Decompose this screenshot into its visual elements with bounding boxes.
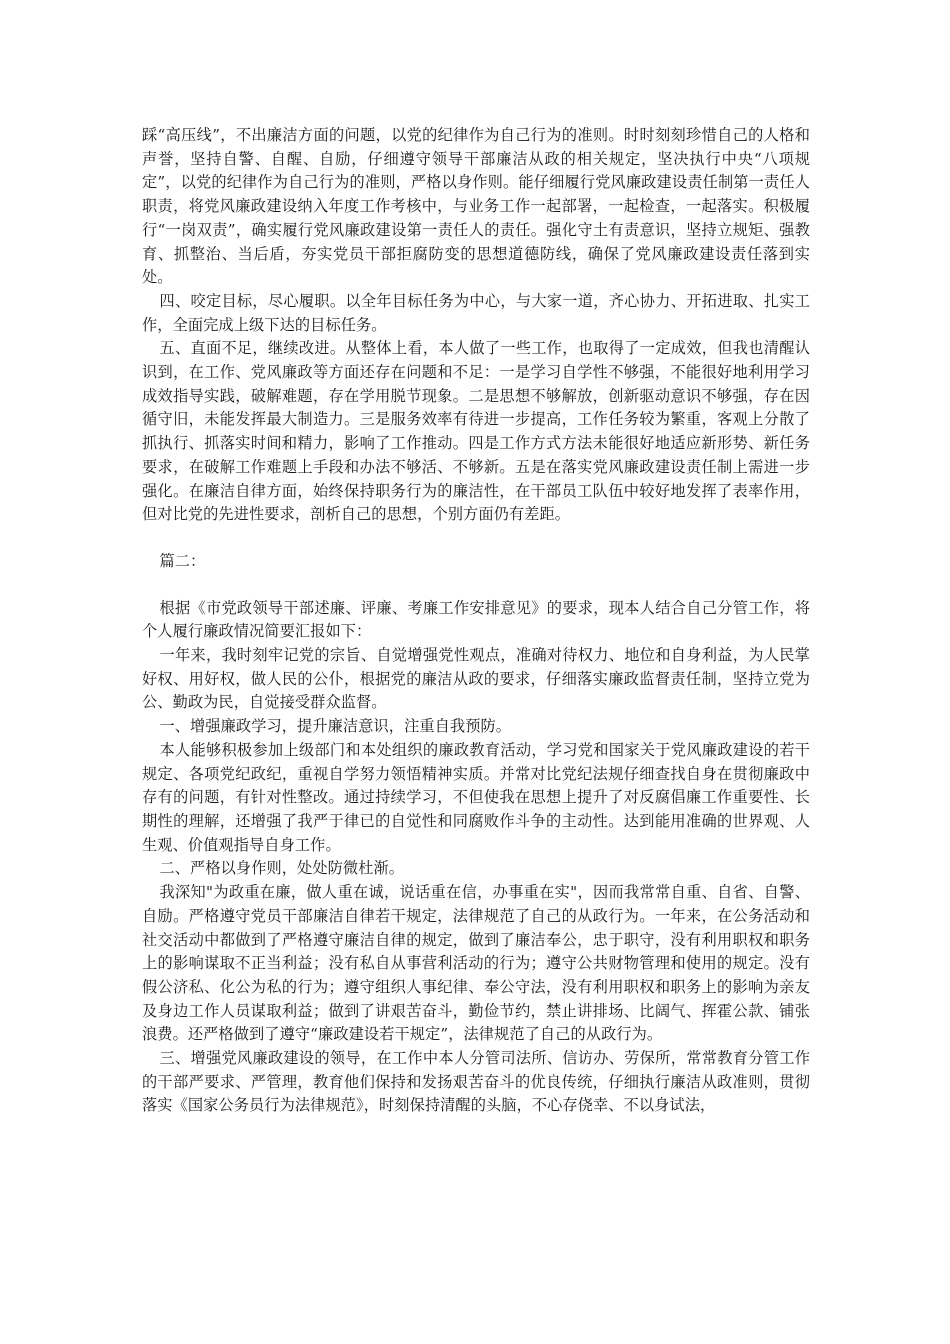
paragraph-3: 五、直面不足，继续改进。从整体上看，本人做了一些工作，也取得了一定成效，但我也清醒认识到，在工作、党风廉政等方面还存在问题和不足：一是学习自学性不够强，不能很好地利用学习成效指导实践，破解难题，存在学用脱节现象。二是思想不够解放，创新驱动意识不够强，存在因循守旧，未能发挥最大制造力。三是服务效率有待进一步提高，工作任务较为繁重，客观上分散了抓执行、抓落实时间和精力，影响了工作推动。四是工作方式方法未能很好地适应新形势、新任务要求，在破解工作难题上手段和办法不够活、不够新。五是在落实党风廉政建设责任制上需进一步强化。在廉洁自律方面，始终保持职务行为的廉洁性，在干部员工队伍中较好地发挥了表率作用，但对比党的先进性要求，剖析自己的思想，个别方面仍有差距。	[142, 339, 810, 524]
heading-two: 二、严格以身作则，处处防微杜渐。	[159, 859, 405, 878]
paragraph-1: 踩“高压线”，不出廉洁方面的问题，以党的纪律作为自己行为的准则。时时刻刻珍惜自己的人格和声誉，坚持自警、自醒、自励，仔细遵守领导干部廉洁从政的相关规定，坚决执行中央“八项规定”，以党的纪律作为自己行为的准则，严格以身作则。能仔细履行党风廉政建设责任制第一责任人职责，将党风廉政建设纳入年度工作考核中，与业务工作一起部署，一起检查，一起落实。积极履行“一岗双责”，确实履行党风廉政建设第一责任人的责任。强化守土有责意识，坚持立规矩、强教育、抓整治、当后盾，夯实党员干部拒腐防变的思想道德防线，确保了党风廉政建设责任落到实处。	[142, 126, 810, 287]
heading-one: 一、增强廉政学习，提升廉洁意识，注重自我预防。	[159, 717, 512, 736]
paragraph-2: 四、咬定目标，尽心履职。以全年目标任务为中心，与大家一道，齐心协力、开拓进取、扎实工作，全面完成上级下达的目标任务。	[142, 291, 810, 334]
document-page	[142, 124, 810, 1118]
section-heading-part-two: 篇二：	[159, 551, 206, 570]
paragraph-6: 本人能够积极参加上级部门和本处组织的廉政教育活动，学习党和国家关于党风廉政建设的若干规定、各项党纪政纪，重视自学努力领悟精神实质。并常对比党纪法规仔细查找自身在贯彻廉政中存有的问题，有针对性整改。通过持续学习，不但使我在思想上提升了对反腐倡廉工作重要性、长期性的理解，还增强了我严于律已的自觉性和同腐败作斗争的主动性。达到能用准确的世界观、人生观、价值观指导自身工作。	[142, 740, 810, 854]
paragraph-8: 三、增强党风廉政建设的领导，在工作中本人分管司法所、信访办、劳保所，常常教育分管工作的干部严要求、严管理，教育他们保持和发扬艰苦奋斗的优良传统，仔细执行廉洁从政准则，贯彻落实《国家公务员行为法律规范》，时刻保持清醒的头脑，不心存侥幸、不以身试法，	[142, 1049, 810, 1115]
paragraph-4: 根据《市党政领导干部述廉、评廉、考廉工作安排意见》的要求，现本人结合自己分管工作，将个人履行廉政情况简要汇报如下：	[142, 598, 810, 641]
paragraph-5: 一年来，我时刻牢记党的宗旨、自觉增强党性观点，准确对待权力、地位和自身利益，为人民掌好权、用好权，做人民的公仆，根据党的廉洁从政的要求，仔细落实廉政监督责任制，坚持立党为公、勤政为民，自觉接受群众监督。	[142, 646, 810, 712]
paragraph-7: 我深知"为政重在廉，做人重在诚，说话重在信，办事重在实"，因而我常常自重、自省、自警、自励。严格遵守党员干部廉洁自律若干规定，法律规范了自己的从政行为。一年来，在公务活动和社交活动中都做到了严格遵守廉洁自律的规定，做到了廉洁奉公，忠于职守，没有利用职权和职务上的影响谋取不正当利益；没有私自从事营利活动的行为；遵守公共财物管理和使用的规定。没有假公济私、化公为私的行为；遵守组织人事纪律、奉公守法，没有利用职权和职务上的影响为亲友及身边工作人员谋取利益；做到了讲艰苦奋斗，勤俭节约，禁止讲排场、比阔气、挥霍公款、铺张浪费。还严格做到了遵守“廉政建设若干规定”，法律规范了自己的从政行为。	[142, 883, 810, 1044]
